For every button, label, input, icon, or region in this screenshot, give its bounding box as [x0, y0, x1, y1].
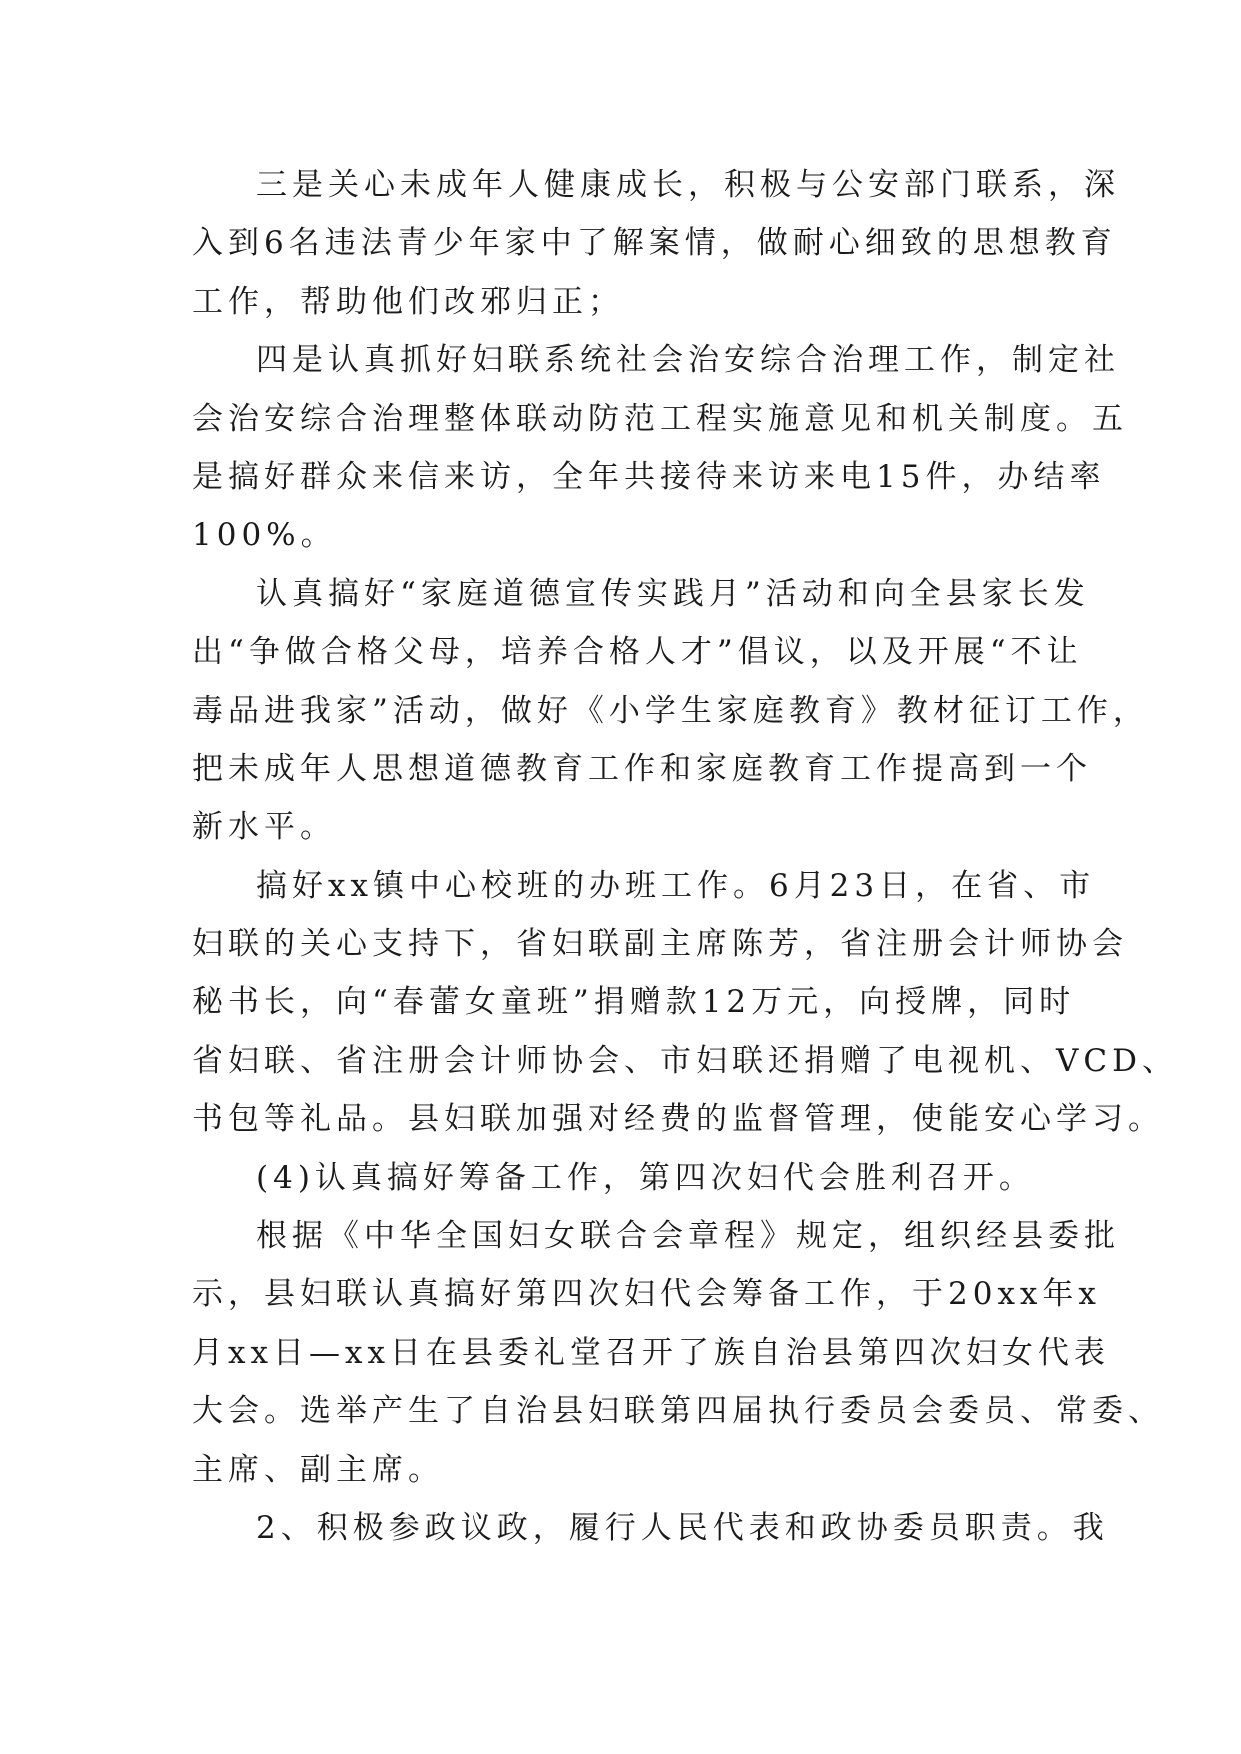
text-line: 毒品进我家”活动，做好《小学生家庭教育》教材征订工作， — [192, 692, 1149, 729]
text-line: 工作，帮助他们改邪归正； — [192, 283, 624, 320]
text-line: 会治安综合治理整体联动防范工程实施意见和机关制度。五 — [192, 400, 1128, 437]
text-line: 月xx日—xx日在县委礼堂召开了族自治县第四次妇女代表 — [192, 1334, 1110, 1371]
text-line: 示，县妇联认真搞好第四次妇代会筹备工作，于20xx年x — [192, 1276, 1101, 1313]
text-line: 2、积极参政议政，履行人民代表和政协委员职责。我 — [256, 1509, 1109, 1546]
text-line: 认真搞好“家庭道德宣传实践月”活动和向全县家长发 — [256, 575, 1090, 612]
text-line: 是搞好群众来信来访，全年共接待来访来电15件，办结率 — [192, 458, 1106, 495]
text-line: 新水平。 — [192, 809, 336, 846]
text-line: (4)认真搞好筹备工作，第四次妇代会胜利召开。 — [256, 1159, 1035, 1196]
text-line: 书包等礼品。县妇联加强对经费的监督管理，使能安心学习。 — [192, 1101, 1164, 1138]
text-line: 出“争做合格父母，培养合格人才”倡议，以及开展“不让 — [192, 634, 1083, 671]
text-line: 大会。选举产生了自治县妇联第四届执行委员会委员、常委、 — [192, 1393, 1164, 1430]
text-line: 主席、副主席。 — [192, 1451, 444, 1488]
text-line: 100%。 — [192, 517, 337, 554]
text-line: 秘书长，向“春蕾女童班”捐赠款12万元，向授牌，同时 — [192, 984, 1076, 1021]
text-line: 妇联的关心支持下，省妇联副主席陈芳，省注册会计师协会 — [192, 926, 1128, 963]
text-line: 四是认真抓好妇联系统社会治安综合治理工作，制定社 — [256, 342, 1120, 379]
text-line: 入到6名违法青少年家中了解案情，做耐心细致的思想教育 — [192, 225, 1117, 262]
text-line: 搞好xx镇中心校班的办班工作。6月23日，在省、市 — [256, 867, 1096, 904]
text-line: 把未成年人思想道德教育工作和家庭教育工作提高到一个 — [192, 750, 1092, 787]
text-line: 省妇联、省注册会计师协会、市妇联还捐赠了电视机、VCD、 — [192, 1042, 1178, 1079]
text-line: 三是关心未成年人健康成长，积极与公安部门联系，深 — [256, 167, 1120, 203]
text-line: 根据《中华全国妇女联合会章程》规定，组织经县委批 — [256, 1218, 1120, 1255]
document-body — [192, 156, 1178, 1557]
